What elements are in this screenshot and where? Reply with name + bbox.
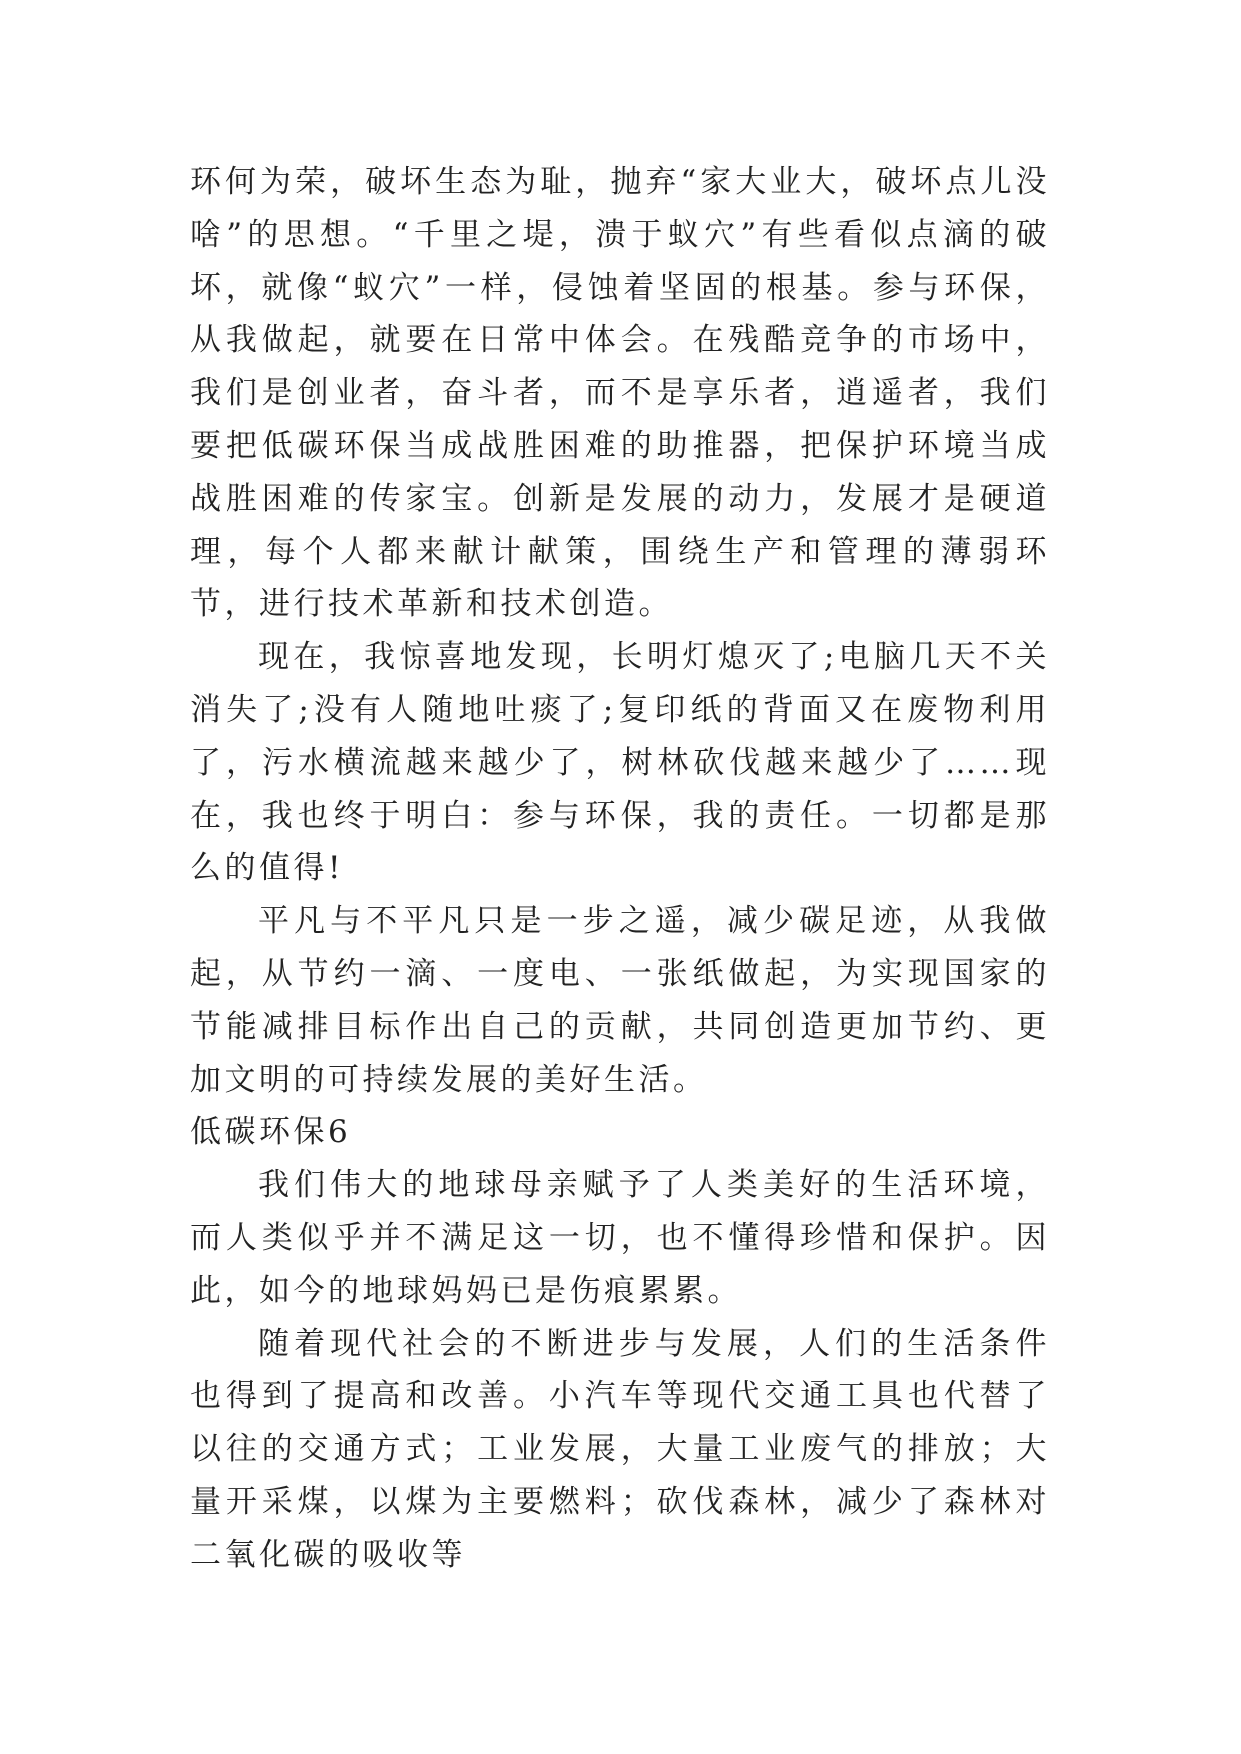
paragraph: 随着现代社会的不断进步与发展，人们的生活条件也得到了提高和改善。小汽车等现代交通工具也代替了以往的交通方式；工业发展，大量工业废气的排放；大量开采煤，以煤为主要燃料；砍伐森林，减少了森林对二氧化碳的吸收等 (190, 1325, 1050, 1573)
paragraph: 平凡与不平凡只是一步之遥，减少碳足迹，从我做起，从节约一滴、一度电、一张纸做起，为实现国家的节能减排目标作出自己的贡献，共同创造更加节约、更加文明的可持续发展的美好生活。 (190, 903, 1050, 1098)
paragraph: 现在，我惊喜地发现，长明灯熄灭了;电脑几天不关消失了;没有人随地吐痰了;复印纸的背面又在废物利用了，污水横流越来越少了，树林砍伐越来越少了……现在，我也终于明白：参与环保，我的责任。一切都是那么的值得! (190, 639, 1050, 887)
paragraph: 我们伟大的地球母亲赋予了人类美好的生活环境，而人类似乎并不满足这一切，也不懂得珍惜和保护。因此，如今的地球妈妈已是伤痕累累。 (190, 1167, 1050, 1309)
paragraph-continued: 环何为荣，破坏生态为耻，抛弃“家大业大，破坏点儿没啥”的思想。“千里之堤，溃于蚁穴”有些看似点滴的破坏，就像“蚁穴”一样，侵蚀着坚固的根基。参与环保，从我做起，就要在日常中体会。在残酷竞争的市场中，我们是创业者，奋斗者，而不是享乐者，逍遥者，我们要把低碳环保当成战胜困难的助推器，把保护环境当成战胜困难的传家宝。创新是发展的动力，发展才是硬道理，每个人都来献计献策，围绕生产和管理的薄弱环节，进行技术革新和技术创造。 (190, 164, 1050, 623)
section-title: 低碳环保6 (190, 1114, 352, 1151)
document-body (190, 156, 1050, 1582)
